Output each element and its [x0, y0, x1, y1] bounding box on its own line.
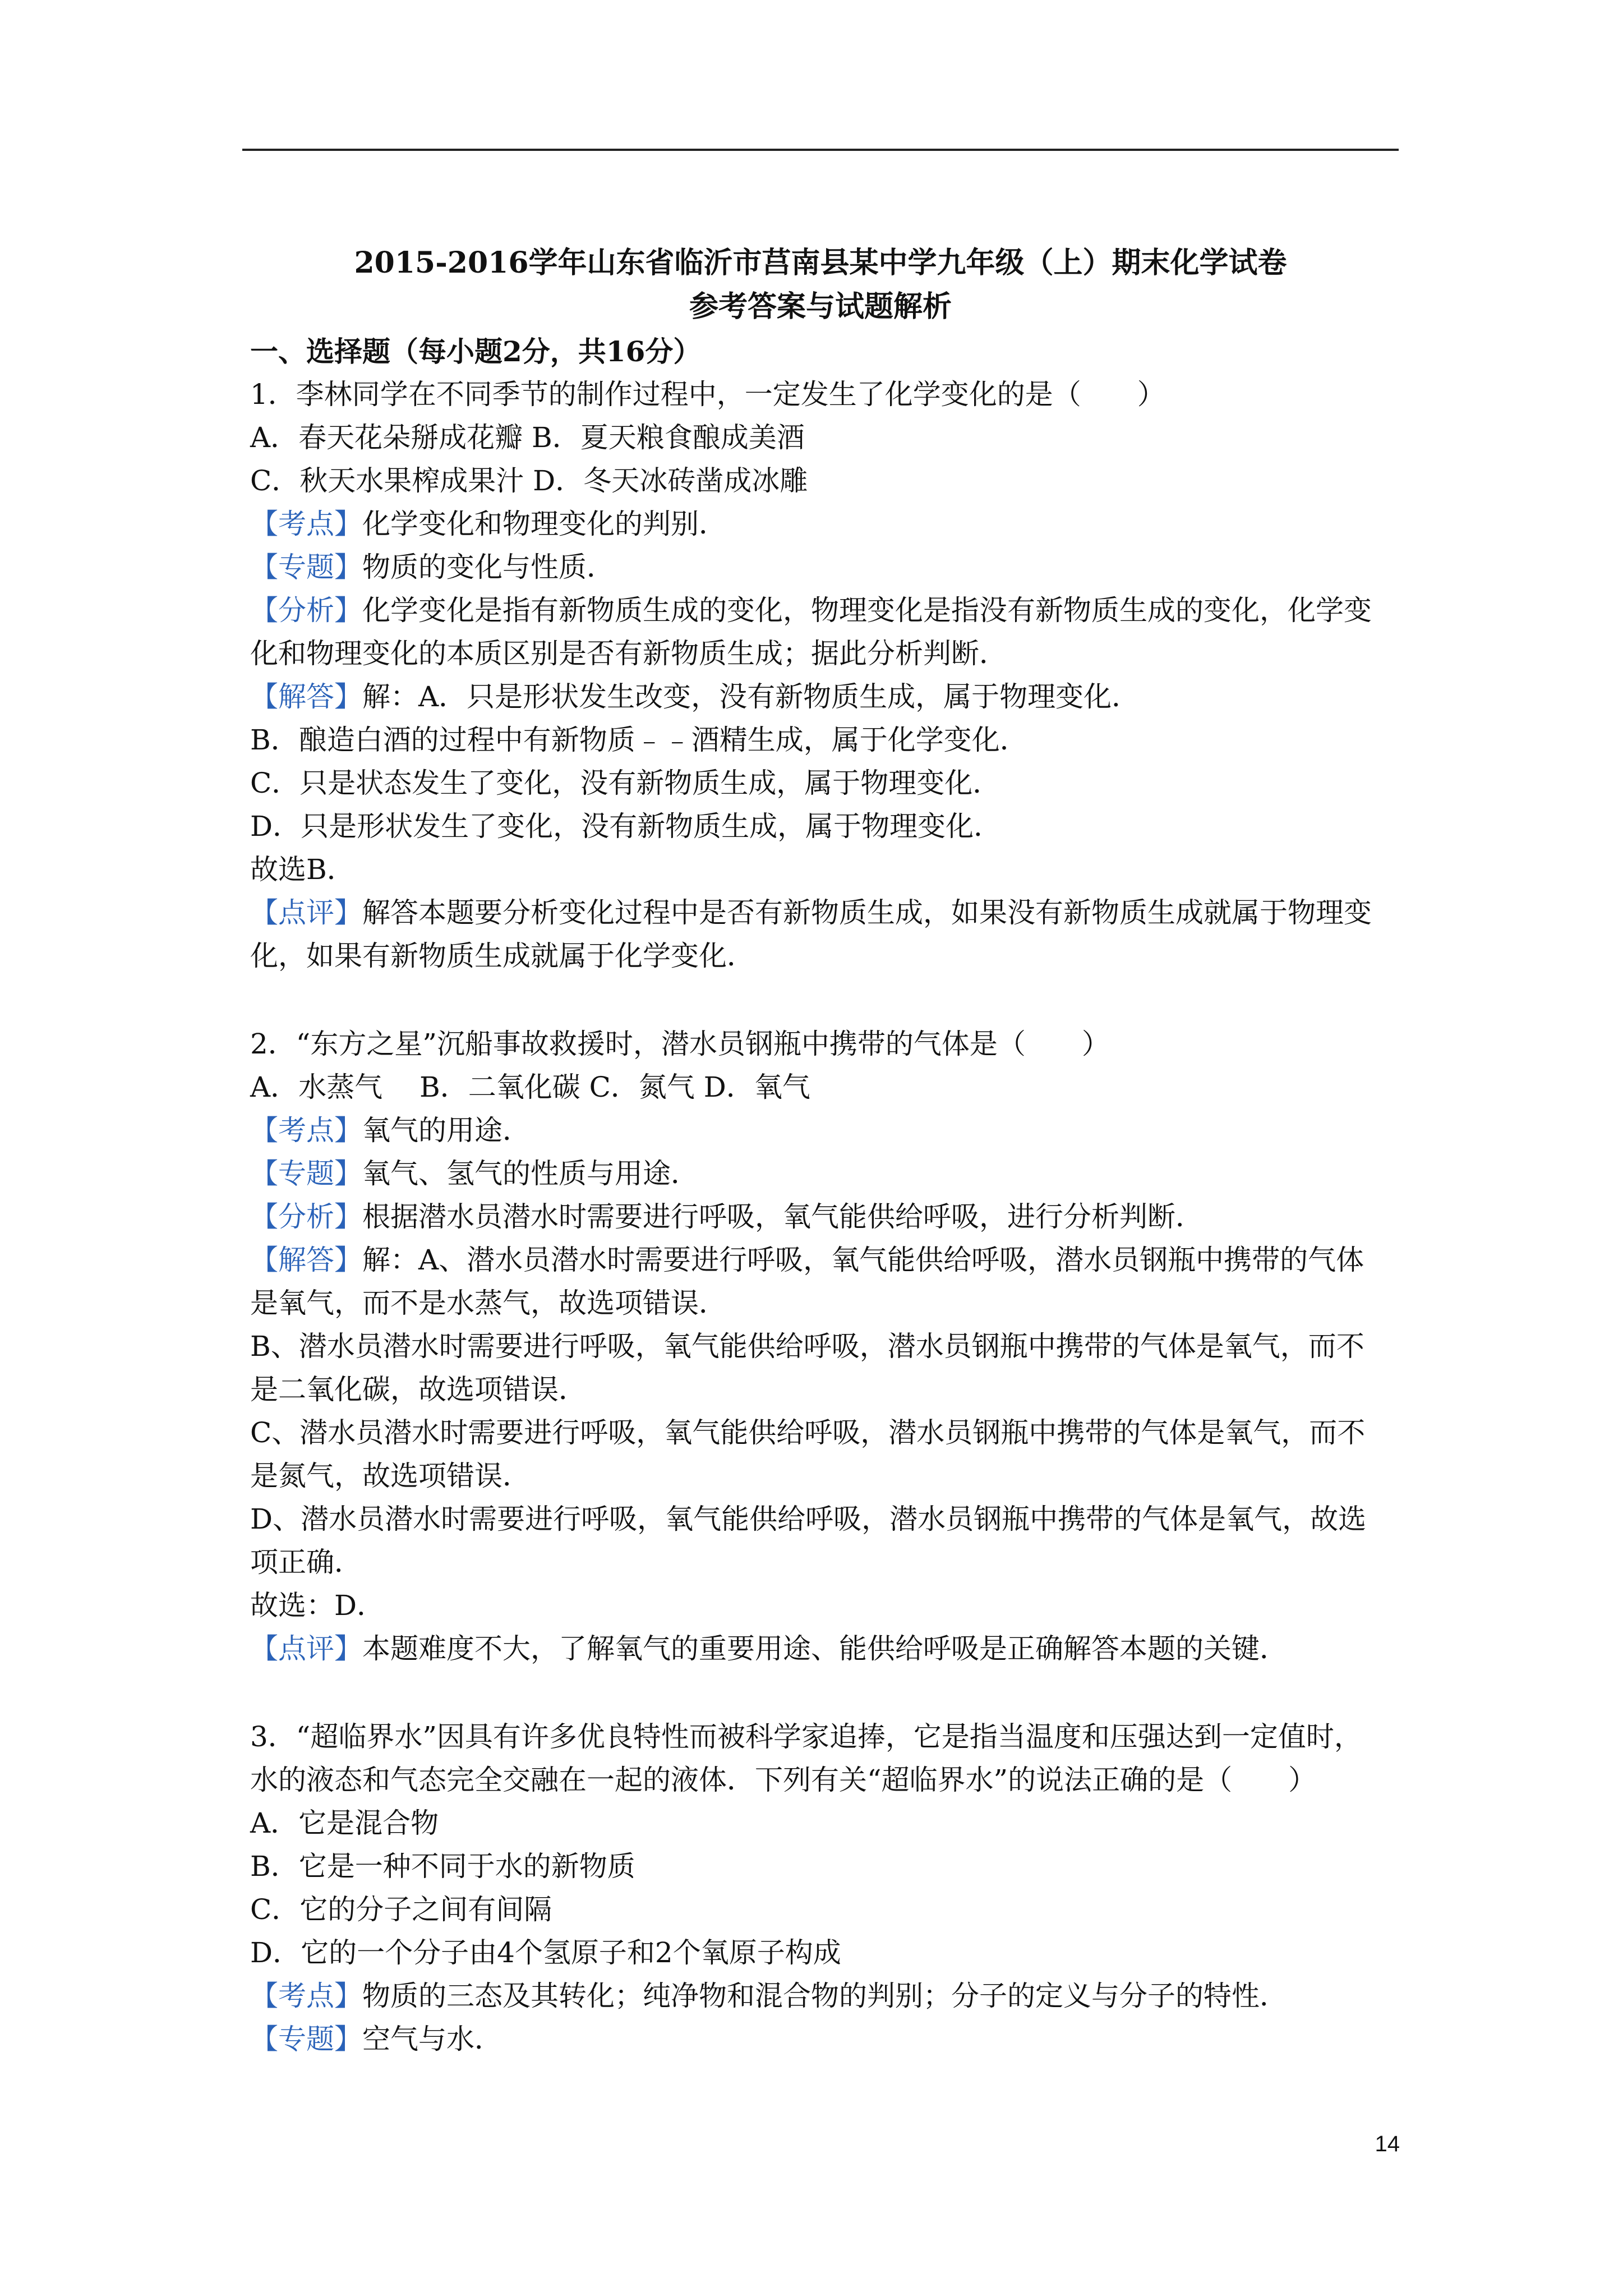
text-line: A．水蒸气 B．二氧化碳 C．氮气 D．氧气	[250, 1071, 810, 1103]
text-line: B．酿造白酒的过程中有新物质﹣﹣酒精生成，属于化学变化．	[250, 724, 1028, 756]
text-line: C．秋天水果榨成果汁 D．冬天冰砖凿成冰雕	[250, 464, 808, 497]
label-tag: 【考点】	[250, 1114, 362, 1147]
line-text: 物质的变化与性质．	[362, 551, 615, 583]
text-line	[250, 589, 1400, 632]
line-text: 氧气、氢气的性质与用途．	[362, 1157, 699, 1190]
page-number: 14	[1375, 2132, 1400, 2156]
text-line: C．只是状态发生了变化，没有新物质生成，属于物理变化．	[250, 767, 1001, 799]
text-line	[250, 503, 1400, 546]
text-line: 3．“超临界水”因具有许多优良特性而被科学家追捧，它是指当温度和压强达到一定值时，	[250, 1720, 1362, 1753]
text-line: 是氧气，而不是水蒸气，故选项错误．	[250, 1287, 727, 1319]
header-rule	[242, 149, 1399, 151]
page-subtitle: 参考答案与试题解析	[689, 289, 952, 324]
section-heading: 一、选择题（每小题2分，共16分）	[250, 335, 702, 368]
text-line: A．春天花朵掰成花瓣 B．夏天粮食酿成美酒	[250, 421, 805, 454]
text-line: 是二氧化碳，故选项错误．	[250, 1373, 587, 1406]
line-text: 根据潜水员潜水时需要进行呼吸，氧气能供给呼吸，进行分析判断．	[362, 1200, 1204, 1233]
text-line: A．它是混合物	[250, 1807, 439, 1839]
text-line: 故选B．	[250, 853, 355, 886]
text-line: C、潜水员潜水时需要进行呼吸，氧气能供给呼吸，潜水员钢瓶中携带的气体是氧气，而不	[250, 1416, 1366, 1449]
text-line: 2．“东方之星”沉船事故救援时，潜水员钢瓶中携带的气体是（ ）	[250, 1028, 1110, 1060]
text-line: B．它是一种不同于水的新物质	[250, 1850, 635, 1883]
text-line: B、潜水员潜水时需要进行呼吸，氧气能供给呼吸，潜水员钢瓶中携带的气体是氧气，而不	[250, 1330, 1364, 1363]
paragraph-gap	[250, 1671, 1400, 1715]
text-line: 化，如果有新物质生成就属于化学变化．	[250, 940, 755, 972]
label-tag: 【专题】	[250, 2023, 362, 2055]
line-text: 解：A．只是形状发生改变，没有新物质生成，属于物理变化．	[362, 680, 1140, 713]
label-tag: 【考点】	[250, 508, 362, 540]
text-line: 水的液态和气态完全交融在一起的液体．下列有关“超临界水”的说法正确的是（ ）	[250, 1764, 1317, 1796]
text-line: 项正确．	[250, 1546, 362, 1579]
line-text: 物质的三态及其转化；纯净物和混合物的判别；分子的定义与分子的特性．	[362, 1980, 1288, 2012]
label-tag: 【考点】	[250, 1980, 362, 2012]
label-tag: 【解答】	[250, 680, 362, 713]
text-line	[250, 891, 1400, 935]
text-line	[250, 2018, 1400, 2061]
text-line: 1．李林同学在不同季节的制作过程中，一定发生了化学变化的是（ ）	[250, 378, 1165, 411]
label-tag: 【专题】	[250, 1157, 362, 1190]
text-line	[250, 546, 1400, 589]
page-title: 2015-2016学年山东省临沂市莒南县某中学九年级（上）期末化学试卷	[354, 246, 1287, 280]
text-line: 是氮气，故选项错误．	[250, 1460, 531, 1492]
text-line: D．只是形状发生了变化，没有新物质生成，属于物理变化．	[250, 810, 1002, 843]
label-tag: 【专题】	[250, 551, 362, 583]
line-text: 氧气的用途．	[362, 1114, 531, 1147]
text-line	[250, 1109, 1400, 1152]
title-block	[242, 241, 1399, 329]
text-line	[250, 1627, 1400, 1671]
line-text: 解答本题要分析变化过程中是否有新物质生成，如果没有新物质生成就属于物理变	[362, 896, 1372, 929]
text-line: 故选：D．	[250, 1589, 385, 1622]
line-text: 空气与水．	[362, 2023, 502, 2055]
label-tag: 【点评】	[250, 896, 362, 929]
document-body	[250, 330, 1400, 2061]
label-tag: 【分析】	[250, 594, 362, 627]
line-text: 化学变化和物理变化的判别．	[362, 508, 727, 540]
label-tag: 【解答】	[250, 1244, 362, 1276]
text-line: D．它的一个分子由4个氢原子和2个氧原子构成	[250, 1936, 841, 1969]
text-line: C．它的分子之间有间隔	[250, 1893, 552, 1926]
line-text: 化学变化是指有新物质生成的变化，物理变化是指没有新物质生成的变化，化学变	[362, 594, 1372, 627]
text-line: 化和物理变化的本质区别是否有新物质生成；据此分析判断．	[250, 637, 1007, 670]
label-tag: 【点评】	[250, 1632, 362, 1665]
text-line	[250, 1975, 1400, 2018]
text-line	[250, 1152, 1400, 1195]
line-text: 解：A、潜水员潜水时需要进行呼吸，氧气能供给呼吸，潜水员钢瓶中携带的气体	[362, 1244, 1364, 1276]
label-tag: 【分析】	[250, 1200, 362, 1233]
text-line: D、潜水员潜水时需要进行呼吸，氧气能供给呼吸，潜水员钢瓶中携带的气体是氧气，故选	[250, 1503, 1367, 1535]
line-text: 本题难度不大，了解氧气的重要用途、能供给呼吸是正确解答本题的关键．	[362, 1632, 1288, 1665]
text-line	[250, 1239, 1400, 1282]
text-line	[250, 1195, 1400, 1239]
paragraph-gap	[250, 978, 1400, 1023]
text-line	[250, 675, 1400, 719]
